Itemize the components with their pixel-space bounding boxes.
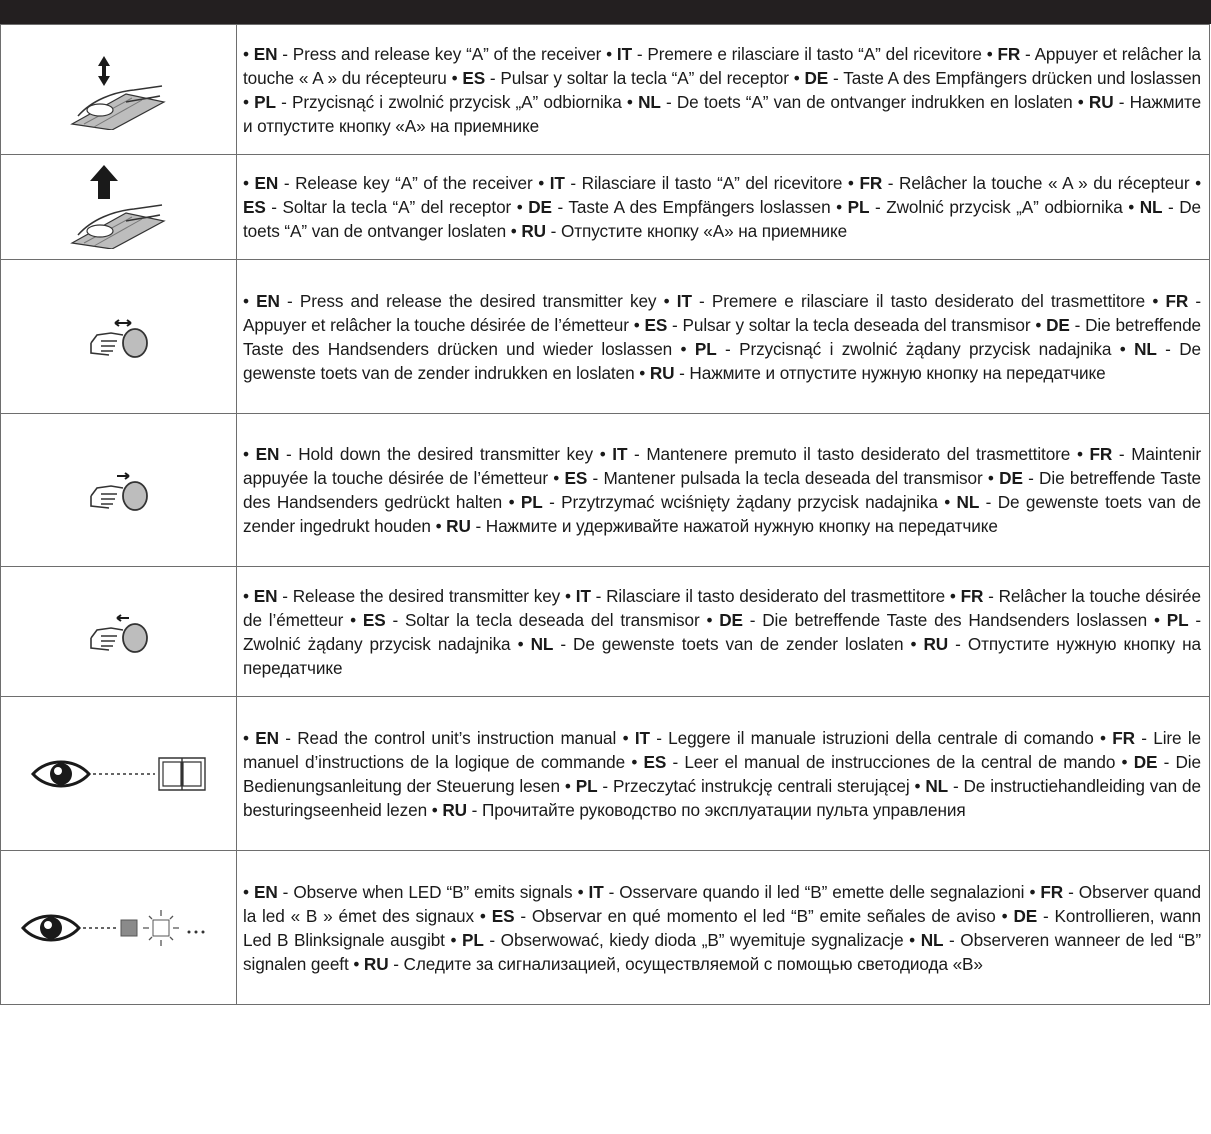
translation-text: Przytrzymać wciśnięty żądany przycisk nadajnika bbox=[561, 492, 938, 512]
bullet: • bbox=[910, 633, 924, 654]
language-code: IT bbox=[575, 585, 591, 606]
bullet: • bbox=[538, 173, 550, 193]
language-code: ES bbox=[243, 197, 266, 217]
language-code: EN bbox=[253, 585, 278, 606]
description-text: • EN - Release key “A” of the receiver • IT - Rilasciare il tasto “A” del ricevitore • FR - Relâcher la touche « A » du récepteur • ES - Soltar la tecla “A” del receptor • DE - Taste A des Empfängers loslassen • PL - Zwolnić przycisk „A” odbiornika • NL - De toets “A” van de ontvanger loslaten • RU - Отпустите кнопку «A» на приемнике bbox=[237, 155, 1210, 260]
translation-text: Нажмите и удерживайте нажатой нужную кнопку на передатчике bbox=[485, 516, 998, 536]
bullet: • bbox=[243, 43, 254, 64]
language-code: PL bbox=[575, 775, 598, 796]
bullet: • bbox=[1152, 290, 1166, 311]
translation-text: Release key “A” of the receiver bbox=[295, 173, 533, 193]
translation-text: Obserwować, kiedy dioda „B” wyemituje sygnalizacje bbox=[500, 929, 904, 950]
bullet: • bbox=[350, 609, 363, 630]
translation-text: Read the control unit’s instruction manual bbox=[297, 727, 617, 748]
translation-text: De gewenste toets van de zender loslaten bbox=[573, 633, 904, 654]
translation-text: Zwolnić żądany przycisk nadajnika bbox=[243, 633, 511, 654]
translation-text: Zwolnić przycisk „A” odbiornika bbox=[886, 197, 1123, 217]
icon-cell bbox=[1, 851, 237, 1005]
language-code: RU bbox=[446, 516, 471, 536]
language-code: FR bbox=[960, 585, 984, 606]
language-code: NL bbox=[925, 775, 949, 796]
translation-text: Mantener pulsada la tecla deseada del transmisor bbox=[603, 468, 983, 488]
bullet: • bbox=[1153, 609, 1167, 630]
language-code: NL bbox=[956, 492, 980, 512]
bullet: • bbox=[626, 91, 639, 112]
icon-cell bbox=[1, 697, 237, 851]
bullet: • bbox=[914, 775, 926, 796]
hand-release-transmitter-icon bbox=[87, 623, 151, 640]
language-code: FR bbox=[859, 173, 883, 193]
translation-text: Przeczytać instrukcję centrali sterującej bbox=[612, 775, 910, 796]
translation-text: Kontrollieren, wann Led B Blinksignale ausgibt bbox=[243, 905, 1201, 950]
translation-text: Отпустите нужную кнопку на передатчике bbox=[243, 633, 1201, 678]
table-row bbox=[1, 155, 1210, 260]
language-code: PL bbox=[1166, 609, 1189, 630]
translation-text: Rilasciare il tasto desiderato del trasmettitore bbox=[606, 585, 946, 606]
bullet: • bbox=[517, 633, 531, 654]
bullet: • bbox=[353, 953, 364, 974]
description-text: • EN - Read the control unit’s instruction manual • IT - Leggere il manuale istruzioni della centrale di comando • FR - Lire le manuel d’instructions de la logique de commande • ES - Leer el manual de instrucciones de la central de mando • DE - Die Bedienungsanleitung der Steuerung lesen • PL - Przeczytać instrukcję centrali sterującej • NL - De instructiehandleiding van de besturingseenheid lezen • RU - Прочитайте руководство по эксплуатации пульта управления bbox=[237, 697, 1210, 851]
eye-observe-led-icon bbox=[19, 919, 219, 936]
language-code: RU bbox=[649, 362, 675, 383]
language-code: DE bbox=[528, 197, 552, 217]
translation-text: Hold down the desired transmitter key bbox=[298, 444, 594, 464]
finger-press-release-key-icon bbox=[64, 81, 174, 98]
bullet: • bbox=[243, 173, 255, 193]
translation-text: Press and release the desired transmitter key bbox=[299, 290, 657, 311]
language-code: NL bbox=[920, 929, 944, 950]
bullet: • bbox=[987, 468, 1000, 488]
translation-text: Appuyer et relâcher la touche « A » du récepteuru bbox=[243, 43, 1202, 88]
translation-text: Osservare quando il led “B” emette delle segnalazioni bbox=[619, 881, 1025, 902]
translation-text: Observe when LED “B” emits signals bbox=[293, 881, 573, 902]
bullet: • bbox=[243, 585, 254, 606]
language-code: DE bbox=[804, 67, 829, 88]
bullet: • bbox=[451, 67, 463, 88]
language-code: IT bbox=[634, 727, 650, 748]
translation-text: Przycisnąć i zwolnić żądany przycisk nadajnika bbox=[739, 338, 1112, 359]
bullet: • bbox=[508, 492, 521, 512]
bullet: • bbox=[1029, 881, 1041, 902]
language-code: DE bbox=[1133, 751, 1158, 772]
language-code: EN bbox=[253, 881, 278, 902]
bullet: • bbox=[1099, 727, 1113, 748]
translation-text: Relâcher la touche « A » du récepteur bbox=[899, 173, 1190, 193]
icon-cell bbox=[1, 25, 237, 155]
bullet: • bbox=[243, 91, 255, 112]
bullet: • bbox=[243, 881, 254, 902]
translation-text: Relâcher la touche désirée de l’émetteur bbox=[243, 585, 1201, 630]
translation-text: De toets “A” van de ontvanger loslaten bbox=[243, 197, 1202, 241]
language-code: RU bbox=[521, 221, 546, 241]
icon-cell bbox=[1, 155, 237, 260]
bullet: • bbox=[986, 43, 998, 64]
language-code: IT bbox=[549, 173, 565, 193]
language-code: RU bbox=[363, 953, 389, 974]
translation-text: Rilasciare il tasto “A” del ricevitore bbox=[581, 173, 843, 193]
translation-text: Прочитайте руководство по эксплуатации пульта управления bbox=[481, 799, 966, 820]
bullet: • bbox=[836, 197, 848, 217]
language-code: NL bbox=[530, 633, 554, 654]
bullet: • bbox=[565, 585, 576, 606]
translation-text: Soltar la tecla deseada del transmisor bbox=[404, 609, 700, 630]
bullet: • bbox=[606, 43, 617, 64]
translation-text: Die betreffende Taste des Handsenders gedrückt halten bbox=[243, 468, 1201, 512]
hand-hold-transmitter-icon bbox=[87, 481, 151, 498]
bullet: • bbox=[577, 881, 589, 902]
bullet: • bbox=[243, 290, 257, 311]
language-code: FR bbox=[1089, 444, 1113, 464]
translation-text: Press and release key “A” of the receiver bbox=[292, 43, 602, 64]
description-text: • EN - Observe when LED “B” emits signals • IT - Osservare quando il led “B” emette delle segnalazioni • FR - Observer quand la led « B » émet des signaux • ES - Observar en qué momento el led “B” emite señales de aviso • DE - Kontrollieren, wann Led B Blinksignale ausgibt • PL - Obserwować, kiedy dioda „B” wyemituje sygnalizacje • NL - Observeren wanneer de led “B” signalen geeft • RU - Следите за сигнализацией, осуществляемой с помощью светодиода «B» bbox=[237, 851, 1210, 1005]
description-text: • EN - Press and release the desired transmitter key • IT - Premere e rilasciare il tasto desiderato del trasmettitore • FR - Appuyer et relâcher la touche désirée de l’émetteur • ES - Pulsar y soltar la tecla deseada del transmisor • DE - Die betreffende Taste des Handsenders drücken und wieder loslassen • PL - Przycisnąć i zwolnić żądany przycisk nadajnika • NL - De gewenste toets van de zender indrukken en loslaten • RU - Нажмите и отпустите нужную кнопку на передатчике bbox=[237, 260, 1210, 414]
language-code: EN bbox=[256, 290, 280, 311]
bullet: • bbox=[1001, 905, 1014, 926]
language-code: EN bbox=[254, 173, 279, 193]
translation-text: De gewenste toets van de zender indrukken en loslaten bbox=[243, 338, 1201, 383]
finger-release-key-icon bbox=[64, 198, 174, 215]
language-code: EN bbox=[253, 43, 278, 64]
bullet: • bbox=[1128, 197, 1140, 217]
language-code: DE bbox=[1013, 905, 1038, 926]
description-text: • EN - Release the desired transmitter key • IT - Rilasciare il tasto desiderato del trasmettitore • FR - Relâcher la touche désirée de l’émetteur • ES - Soltar la tecla deseada del transmisor • DE - Die betreffende Taste des Handsenders loslassen • PL - Zwolnić żądany przycisk nadajnika • NL - De gewenste toets van de zender loslaten • RU - Отпустите нужную кнопку на передатчике bbox=[237, 567, 1210, 697]
bullet: • bbox=[553, 468, 565, 488]
bullet: • bbox=[622, 727, 635, 748]
icon-cell bbox=[1, 567, 237, 697]
top-dark-bar bbox=[0, 0, 1211, 24]
translation-text: Przycisnąć i zwolnić przycisk „A” odbiornika bbox=[291, 91, 622, 112]
bullet: • bbox=[516, 197, 529, 217]
translation-text: De gewenste toets van de zender ingedrukt houden bbox=[243, 492, 1201, 536]
table-row bbox=[1, 567, 1210, 697]
eye-read-manual-icon bbox=[29, 765, 209, 782]
table-row bbox=[1, 414, 1210, 567]
icon-cell bbox=[1, 260, 237, 414]
language-code: PL bbox=[847, 197, 870, 217]
bullet: • bbox=[793, 67, 805, 88]
bullet: • bbox=[706, 609, 720, 630]
translation-text: Pulsar y soltar la tecla “A” del receptor bbox=[500, 67, 789, 88]
translation-text: Soltar la tecla “A” del receptor bbox=[282, 197, 512, 217]
table-row bbox=[1, 260, 1210, 414]
translation-text: Premere e rilasciare il tasto “A” del ricevitore bbox=[647, 43, 982, 64]
language-code: NL bbox=[638, 91, 661, 112]
translation-text: De toets “A” van de ontvanger indrukken en loslaten bbox=[676, 91, 1073, 112]
bullet: • bbox=[847, 173, 860, 193]
translation-text: De instructiehandleiding van de besturingseenheid lezen bbox=[243, 775, 1201, 820]
language-code: FR bbox=[1112, 727, 1135, 748]
bullet: • bbox=[639, 362, 650, 383]
language-code: ES bbox=[462, 67, 486, 88]
bullet: • bbox=[599, 444, 613, 464]
language-code: RU bbox=[1088, 91, 1114, 112]
bullet: • bbox=[1119, 338, 1135, 359]
bullet: • bbox=[944, 492, 957, 512]
language-code: EN bbox=[255, 444, 280, 464]
translation-text: Mantenere premuto il tasto desiderato del trasmettitore bbox=[646, 444, 1071, 464]
bullet: • bbox=[680, 338, 695, 359]
translation-text: Appuyer et relâcher la touche désirée de l’émetteur bbox=[243, 314, 629, 335]
language-code: ES bbox=[643, 751, 667, 772]
translation-text: Maintenir appuyée la touche désirée de l’émetteur bbox=[243, 444, 1202, 488]
translation-text: Premere e rilasciare il tasto desiderato del trasmettitore bbox=[711, 290, 1146, 311]
bullet: • bbox=[243, 727, 256, 748]
description-text: • EN - Press and release key “A” of the receiver • IT - Premere e rilasciare il tasto “A” del ricevitore • FR - Appuyer et relâcher la touche « A » du récepteuru • ES - Pulsar y soltar la tecla “A” del receptor • DE - Taste A des Empfängers drücken und loslassen • PL - Przycisnąć i zwolnić przycisk „A” odbiornika • NL - De toets “A” van de ontvanger indrukken en loslaten • RU - Нажмите и отпустите кнопку «A» на приемнике bbox=[237, 25, 1210, 155]
language-code: ES bbox=[564, 468, 588, 488]
bullet: • bbox=[450, 929, 463, 950]
language-code: IT bbox=[588, 881, 604, 902]
language-code: EN bbox=[255, 727, 279, 748]
translation-text: Observer quand la led « B » émet des signaux bbox=[243, 881, 1201, 926]
language-code: ES bbox=[362, 609, 386, 630]
translation-text: Отпустите кнопку «A» на приемнике bbox=[560, 221, 848, 241]
translation-text: Observar en qué momento el led “B” emite señales de aviso bbox=[531, 905, 996, 926]
bullet: • bbox=[1076, 444, 1090, 464]
icon-cell bbox=[1, 414, 237, 567]
language-code: FR bbox=[1040, 881, 1064, 902]
description-text: • EN - Hold down the desired transmitter key • IT - Mantenere premuto il tasto desiderato del trasmettitore • FR - Maintenir appuyée la touche désirée de l’émetteur • ES - Mantener pulsada la tecla deseada del transmisor • DE - Die betreffende Taste des Handsenders gedrückt halten • PL - Przytrzymać wciśnięty żądany przycisk nadajnika • NL - De gewenste toets van de zender ingedrukt houden • RU - Нажмите и удерживайте нажатой нужную кнопку на передатчике bbox=[237, 414, 1210, 567]
bullet: • bbox=[663, 290, 677, 311]
language-code: IT bbox=[616, 43, 632, 64]
language-code: DE bbox=[719, 609, 743, 630]
translation-text: Taste A des Empfängers loslassen bbox=[568, 197, 831, 217]
bullet: • bbox=[564, 775, 576, 796]
symbol-legend-table bbox=[0, 24, 1210, 1005]
bullet: • bbox=[633, 314, 645, 335]
translation-text: Lire le manuel d’instructions de la logique de commande bbox=[243, 727, 1201, 772]
table-row bbox=[1, 697, 1210, 851]
translation-text: Observeren wanneer de led “B” signalen geeft bbox=[243, 929, 1201, 974]
language-code: FR bbox=[1165, 290, 1189, 311]
language-code: ES bbox=[644, 314, 668, 335]
bullet: • bbox=[479, 905, 492, 926]
translation-text: Taste A des Empfängers drücken und loslassen bbox=[843, 67, 1201, 88]
translation-text: Нажмите и отпустите кнопку «A» на приемнике bbox=[243, 91, 1202, 136]
translation-text: Leggere il manuale istruzioni della centrale di comando bbox=[668, 727, 1094, 748]
language-code: RU bbox=[442, 799, 467, 820]
language-code: PL bbox=[462, 929, 484, 950]
language-code: NL bbox=[1134, 338, 1157, 359]
translation-text: Нажмите и отпустите нужную кнопку на передатчике bbox=[689, 362, 1106, 383]
language-code: ES bbox=[491, 905, 515, 926]
bullet: • bbox=[1035, 314, 1047, 335]
bullet: • bbox=[631, 751, 644, 772]
language-code: RU bbox=[923, 633, 949, 654]
language-code: FR bbox=[997, 43, 1021, 64]
language-code: NL bbox=[1139, 197, 1163, 217]
language-code: DE bbox=[999, 468, 1023, 488]
hand-press-release-transmitter-icon bbox=[87, 328, 151, 345]
bullet: • bbox=[243, 444, 256, 464]
bullet: • bbox=[909, 929, 921, 950]
language-code: IT bbox=[676, 290, 692, 311]
bullet: • bbox=[1195, 173, 1201, 193]
translation-text: Die betreffende Taste des Handsenders loslassen bbox=[762, 609, 1148, 630]
language-code: PL bbox=[520, 492, 543, 512]
bullet: • bbox=[510, 221, 522, 241]
table-row bbox=[1, 851, 1210, 1005]
bullet: • bbox=[431, 799, 443, 820]
translation-text: Leer el manual de instrucciones de la central de mando bbox=[684, 751, 1116, 772]
translation-text: Pulsar y soltar la tecla deseada del transmisor bbox=[682, 314, 1031, 335]
translation-text: Следите за сигнализацией, осуществляемой с помощью светодиода «B» bbox=[403, 953, 983, 974]
translation-text: Release the desired transmitter key bbox=[292, 585, 561, 606]
bullet: • bbox=[435, 516, 447, 536]
translation-text: Die betreffende Taste des Handsenders drücken und wieder loslassen bbox=[243, 314, 1202, 359]
language-code: PL bbox=[694, 338, 717, 359]
table-row bbox=[1, 25, 1210, 155]
language-code: DE bbox=[1046, 314, 1070, 335]
bullet: • bbox=[1077, 91, 1089, 112]
language-code: PL bbox=[254, 91, 276, 112]
bullet: • bbox=[1121, 751, 1134, 772]
bullet: • bbox=[949, 585, 961, 606]
language-code: IT bbox=[612, 444, 628, 464]
translation-text: Die Bedienungsanleitung der Steuerung lesen bbox=[243, 751, 1201, 796]
